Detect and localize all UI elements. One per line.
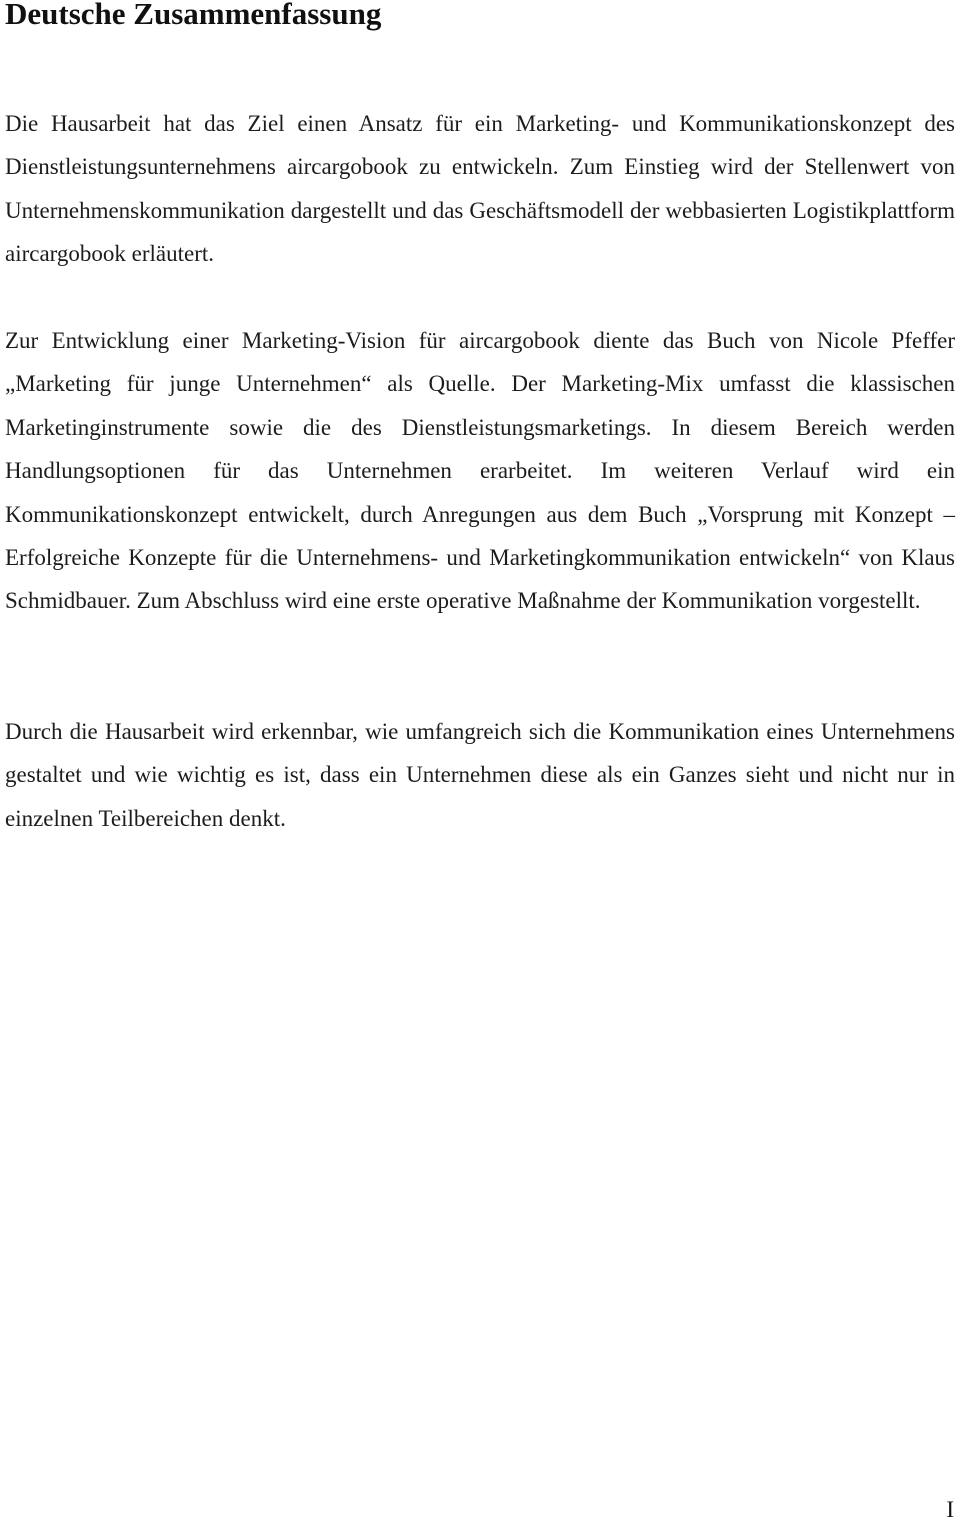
page-number: I bbox=[946, 1497, 954, 1522]
paragraph-conclusion: Durch die Hausarbeit wird erkennbar, wie umfangreich sich die Kommunikation eines Unternehmens gestaltet und wie wichtig es ist, dass ein Unternehmen diese als ein Ganzes sieht und nicht nur in einzelnen Teilbereichen denkt. bbox=[5, 719, 955, 831]
page-title: Deutsche Zusammenfassung bbox=[5, 0, 382, 31]
paragraph-marketing-concept: Zur Entwicklung einer Marketing-Vision für aircargobook diente das Buch von Nicole Pfeffer „Marketing für junge Unternehmen“ als Quelle. Der Marketing-Mix umfasst die klassischen Marketinginstrumente sowie die des Dienstleistungsmarketings. In diesem Bereich werden Handlungsoptionen für das Unternehmen erarbeitet. Im weiteren Verlauf wird ein Kommunikationskonzept entwickelt, durch Anregungen aus dem Buch „Vorsprung mit Konzept – Erfolgreiche Konzepte für die Unternehmens- und Marketingkommunikation entwickeln“ von Klaus Schmidbauer. Zum Abschluss wird eine erste operative Maßnahme der Kommunikation vorgestellt. bbox=[5, 328, 955, 614]
paragraph-intro: Die Hausarbeit hat das Ziel einen Ansatz für ein Marketing- und Kommunikationskonzept des Dienstleistungsunternehmens aircargobook zu entwickeln. Zum Einstieg wird der Stellenwert von Unternehmenskommunikation dargestellt und das Geschäftsmodell der webbasierten Logistikplattform aircargobook erläutert. bbox=[5, 111, 955, 267]
